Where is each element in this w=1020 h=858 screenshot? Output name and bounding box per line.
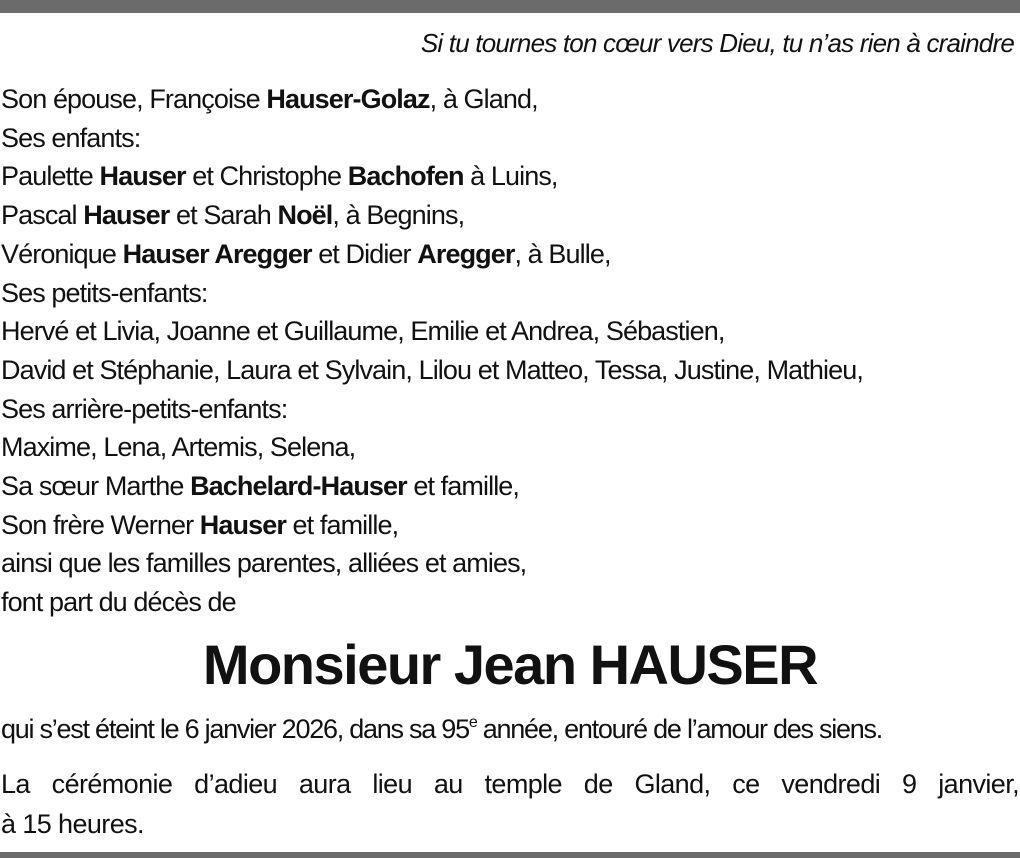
family-line xyxy=(1,312,863,351)
family-line xyxy=(1,583,863,622)
ordinal-suffix: e xyxy=(468,714,477,731)
family-text: à Luins, xyxy=(463,161,558,192)
family-text: , à Begnins, xyxy=(332,200,465,231)
family-name-bold: Noël xyxy=(277,200,333,231)
ceremony-line-2: à 15 heures. xyxy=(1,809,144,839)
bottom-rule xyxy=(0,852,1020,858)
family-line xyxy=(1,428,863,467)
family-text: Ses arrière-petits-enfants: xyxy=(1,393,288,424)
family-text: Son épouse, Françoise xyxy=(1,84,267,114)
family-text: David et Stéphanie, Laura et Sylvain, Lilou et Matteo, Tessa, Justine, Mathieu, xyxy=(1,354,863,385)
family-text: Son frère Werner xyxy=(1,509,200,540)
family-text: , à Bulle, xyxy=(514,238,611,269)
top-rule xyxy=(0,0,1020,13)
family-line xyxy=(1,235,863,274)
family-text: Maxime, Lena, Artemis, Selena, xyxy=(1,432,356,463)
family-name-bold: Hauser xyxy=(199,509,286,540)
family-line xyxy=(1,544,863,583)
family-name-bold: Bachelard-Hauser xyxy=(190,471,407,502)
family-text: Sa sœur Marthe xyxy=(1,471,191,502)
family-text: et famille, xyxy=(406,471,520,502)
family-text: et Sarah xyxy=(169,200,278,231)
family-line xyxy=(1,119,863,158)
family-name-bold: Bachofen xyxy=(347,161,464,192)
family-name-bold: Aregger xyxy=(417,238,515,269)
family-text: Hervé et Livia, Joanne et Guillaume, Emilie et Andrea, Sébastien, xyxy=(1,316,725,347)
passing-notice xyxy=(1,714,882,745)
family-list xyxy=(1,80,863,622)
family-name-bold: Hauser xyxy=(99,161,186,192)
family-text: et Christophe xyxy=(185,161,348,192)
family-text: Ses enfants: xyxy=(1,122,141,153)
passing-text-end: année, entouré de l’amour des siens. xyxy=(476,714,883,744)
family-text: Véronique xyxy=(1,238,123,269)
family-name-bold: Hauser-Golaz xyxy=(266,84,430,114)
family-text: , à Gland, xyxy=(429,84,538,114)
family-line xyxy=(1,467,863,506)
family-line xyxy=(1,506,863,545)
family-line xyxy=(1,351,863,390)
deceased-name: Monsieur Jean HAUSER xyxy=(202,633,818,696)
family-text: font part du décès de xyxy=(1,587,236,618)
family-text: Paulette xyxy=(1,161,100,192)
ceremony-line-1: La cérémonie d’adieu aura lieu au temple de Gland, ce vendredi 9 janvier, xyxy=(1,769,1019,799)
family-line xyxy=(1,274,863,313)
family-line xyxy=(1,196,863,235)
family-line xyxy=(1,80,863,119)
family-text: et Didier xyxy=(311,238,418,269)
family-text: Ses petits-enfants: xyxy=(1,277,208,308)
family-text: Pascal xyxy=(1,200,84,231)
family-line xyxy=(1,157,863,196)
family-text: et famille, xyxy=(285,509,399,540)
family-name-bold: Hauser Aregger xyxy=(122,238,312,269)
family-name-bold: Hauser xyxy=(83,200,170,231)
family-text: ainsi que les familles parentes, alliées et amies, xyxy=(1,548,527,579)
passing-text-start: qui s’est éteint le 6 janvier 2026, dans sa 95 xyxy=(1,714,469,744)
ceremony-notice xyxy=(1,764,1019,844)
family-line xyxy=(1,390,863,429)
epigraph: Si tu tournes ton cœur vers Dieu, tu n’as rien à craindre xyxy=(420,28,1014,58)
